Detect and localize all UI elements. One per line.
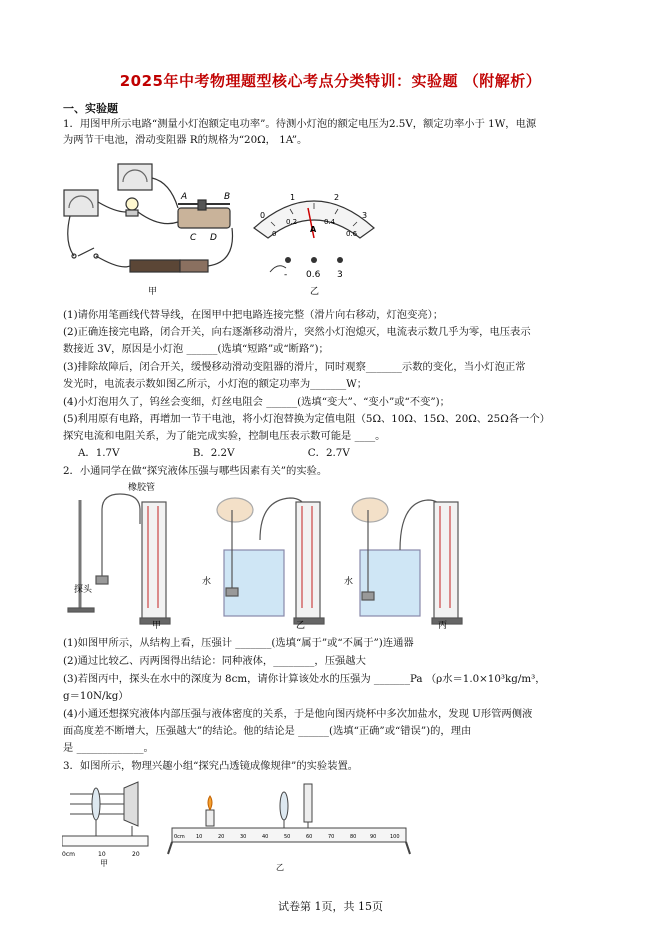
- q1-part3-line2: 发光时，电流表示数如图乙所示，小灯泡的额定功率为_______W；: [63, 378, 368, 390]
- q1-ammeter-figure: [250, 180, 380, 300]
- q1-part4: (4)小灯泡用久了，钨丝会变细，灯丝电阻会 ______(选填“变大”、“变小”或“不变”)；: [63, 396, 450, 408]
- q2-intro: 2．小通同学在做“探究液体压强与哪些因素有关”的实验。: [63, 465, 328, 477]
- label-d: D: [210, 233, 217, 243]
- scale-major-3: 3: [362, 211, 368, 220]
- page-footer: 试卷第 1页，共 15页: [278, 900, 383, 913]
- q1-circuit-figure: [60, 152, 240, 302]
- q3-intro: 3．如图所示，物理兴趣小组“探究凸透镜成像规律”的实验装置。: [63, 760, 359, 772]
- option-a: A．1.7V: [78, 447, 120, 459]
- scale-major-0: 0: [260, 211, 266, 220]
- ruler-b-100: 100: [390, 834, 400, 840]
- q2-caption-c: 丙: [438, 621, 448, 630]
- terminal-neg: -: [284, 270, 288, 280]
- label-c: C: [190, 233, 197, 243]
- scale-minor-1: 0.2: [286, 218, 298, 226]
- terminal-3: 3: [337, 270, 343, 280]
- label-water-c: 水: [344, 577, 354, 587]
- ruler-b-10: 10: [196, 834, 203, 840]
- label-probe: 探头: [74, 585, 93, 595]
- ruler-b-60: 60: [306, 834, 313, 840]
- q2-part4-line3: 是 _____________。: [63, 742, 154, 754]
- scale-minor-0: 0: [272, 230, 277, 238]
- scale-major-2: 2: [334, 193, 340, 202]
- q2-part4-line2: 面高度差不断增大，压强越大”的结论。他的结论是 ______(选填“正确”或“错误”)的，理由: [63, 725, 472, 737]
- q1-options: [78, 447, 420, 460]
- terminal-06: 0.6: [306, 270, 321, 280]
- q1-part3-line1: (3)排除故障后，闭合开关，缓慢移动滑动变阻器的滑片，同时观察_______示数的变化，当小灯泡正常: [63, 361, 526, 373]
- ruler-a-0: 0cm: [62, 851, 75, 858]
- q1-part2-line2: 数接近 3V，原因是小灯泡 ______(选填“短路”或“断路”)；: [63, 343, 329, 355]
- q2-part3-line2: g＝10N/kg）: [63, 690, 129, 702]
- ruler-b-70: 70: [328, 834, 335, 840]
- ruler-b-0: 0cm: [174, 834, 185, 840]
- q2-caption-a: 甲: [152, 621, 162, 630]
- ruler-b-20: 20: [218, 834, 225, 840]
- q1-intro-line1: 1．用图甲所示电路“测量小灯泡额定电功率”。待测小灯泡的额定电压为2.5V，额定功率小于 1W，电源: [63, 118, 537, 130]
- q3-bench-figure: [166, 780, 412, 878]
- option-c: C．2.7V: [307, 447, 350, 459]
- label-b: B: [224, 192, 231, 202]
- q1-intro-line2: 为两节干电池，滑动变阻器 R的规格为“20Ω， 1A”。: [63, 134, 308, 146]
- q2-part4-line1: (4)小通还想探究液体内部压强与液体密度的关系，于是他向图丙烧杯中多次加盐水，发现 U形管两侧液: [63, 708, 533, 720]
- q2-part2: (2)通过比较乙、丙两图得出结论：同种液体，________，压强越大: [63, 655, 366, 667]
- ruler-a-20: 20: [132, 851, 140, 858]
- scale-minor-3: 0.6: [346, 230, 358, 238]
- label-a: A: [181, 192, 188, 202]
- section-heading: 一、实验题: [63, 102, 118, 115]
- option-b: B．2.2V: [192, 447, 235, 459]
- q2-caption-b: 乙: [296, 621, 306, 630]
- q1-part2-line1: (2)正确连接完电路，闭合开关，向右逐渐移动滑片，突然小灯泡熄灭，电流表示数几乎为零，电压表示: [63, 326, 531, 338]
- ruler-b-50: 50: [284, 834, 291, 840]
- ruler-b-90: 90: [370, 834, 377, 840]
- q2-part3-line1: (3)若图丙中，探头在水中的深度为 8cm，请你计算该处水的压强为 _______Pa （ρ水＝1.0×10³kg/m³，: [63, 673, 546, 685]
- label-water-b: 水: [202, 577, 212, 587]
- q3-fig-a-caption: 甲: [100, 859, 108, 868]
- q3-fig-b-caption: 乙: [276, 863, 284, 872]
- q1-part1: (1)请你用笔画线代替导线，在图甲中把电路连接完整（滑片向右移动，灯泡变亮）；: [63, 309, 444, 321]
- unit-label: A: [310, 225, 317, 234]
- scale-major-1: 1: [290, 193, 296, 202]
- ruler-a-10: 10: [98, 851, 106, 858]
- q1-part5-line2: 探究电流和电阻关系，为了能完成实验，控制电压表示数可能是 ____。: [63, 430, 386, 442]
- q1-fig-a-caption: 甲: [148, 287, 158, 297]
- label-tube: 橡胶管: [128, 483, 156, 493]
- scale-minor-2: 0.4: [324, 218, 336, 226]
- q3-lens-figure-a: [62, 780, 150, 868]
- q2-part1: (1)如图甲所示，从结构上看，压强计 _______(选填“属于”或“不属于”)连通器: [63, 637, 414, 649]
- page-title: 2025年中考物理题型核心考点分类特训：实验题 （附解析）: [119, 72, 542, 90]
- ruler-b-30: 30: [240, 834, 247, 840]
- q1-part5-line1: (5)利用原有电路，再增加一节干电池，将小灯泡替换为定值电阻（5Ω、10Ω、15Ω、20Ω、25Ω各一个）: [63, 413, 550, 425]
- q1-fig-b-caption: 乙: [310, 287, 320, 297]
- ruler-b-80: 80: [350, 834, 357, 840]
- q2-pressure-figure: [60, 480, 620, 630]
- ruler-b-40: 40: [262, 834, 269, 840]
